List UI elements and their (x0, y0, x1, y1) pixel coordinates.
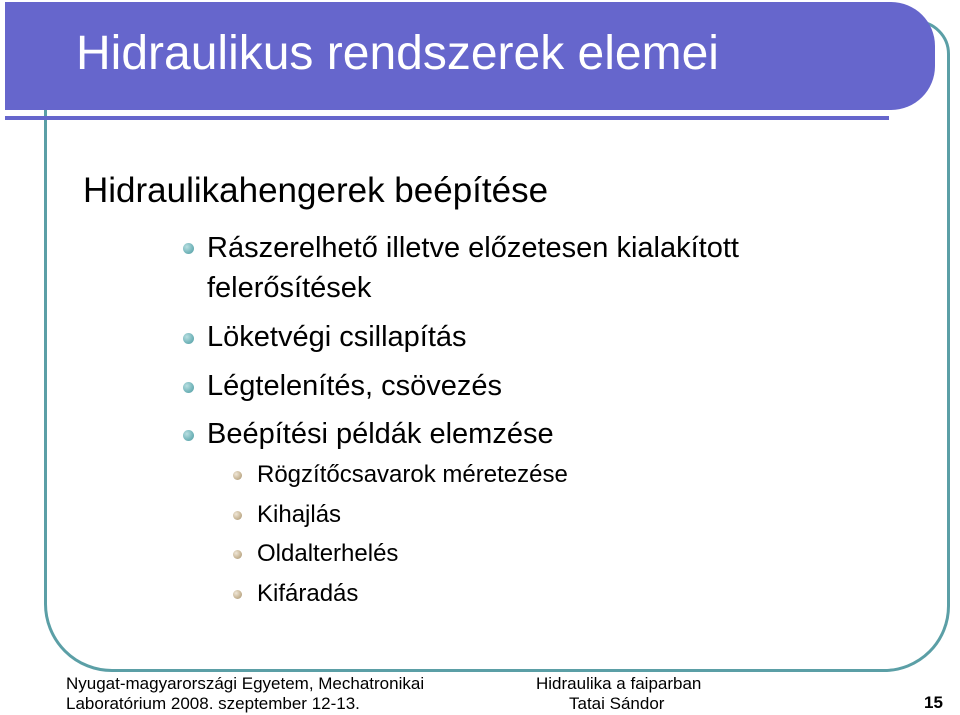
footer-institution-line1: Nyugat-magyarországi Egyetem, Mechatronikai (66, 674, 425, 693)
sub-bullet-item: Oldalterhelés (257, 540, 399, 567)
sub-bullet-item: Rögzítőcsavarok méretezése (257, 461, 568, 488)
bullet-dot-icon (183, 430, 194, 441)
sub-bullet-item: Kifáradás (257, 580, 359, 607)
sub-bullet-item: Kihajlás (257, 501, 342, 528)
bullet-item: Löketvégi csillapítás (207, 321, 467, 353)
bullet-item: Beépítési példák elemzése (207, 418, 554, 450)
sub-bullet-dot-icon (233, 511, 242, 520)
sub-bullet-dot-icon (233, 471, 242, 480)
bullet-dot-icon (183, 333, 194, 344)
footer-institution-line2: Laboratórium 2008. szeptember 12-13. (66, 694, 360, 713)
slide-title: Hidraulikus rendszerek elemei (76, 27, 719, 80)
footer-author: Tatai Sándor (569, 694, 665, 713)
bullet-dot-icon (183, 243, 194, 254)
page-number: 15 (924, 693, 943, 712)
bullet-item-continuation: felerősítések (207, 272, 372, 304)
sub-bullet-dot-icon (233, 590, 242, 599)
sub-bullet-dot-icon (233, 550, 242, 559)
bullet-dot-icon (183, 382, 194, 393)
section-heading: Hidraulikahengerek beépítése (83, 171, 549, 210)
bullet-item: Rászerelhető illetve előzetesen kialakított (207, 232, 739, 264)
bullet-item: Légtelenítés, csövezés (207, 370, 503, 402)
footer-course-line1: Hidraulika a faiparban (536, 674, 702, 693)
